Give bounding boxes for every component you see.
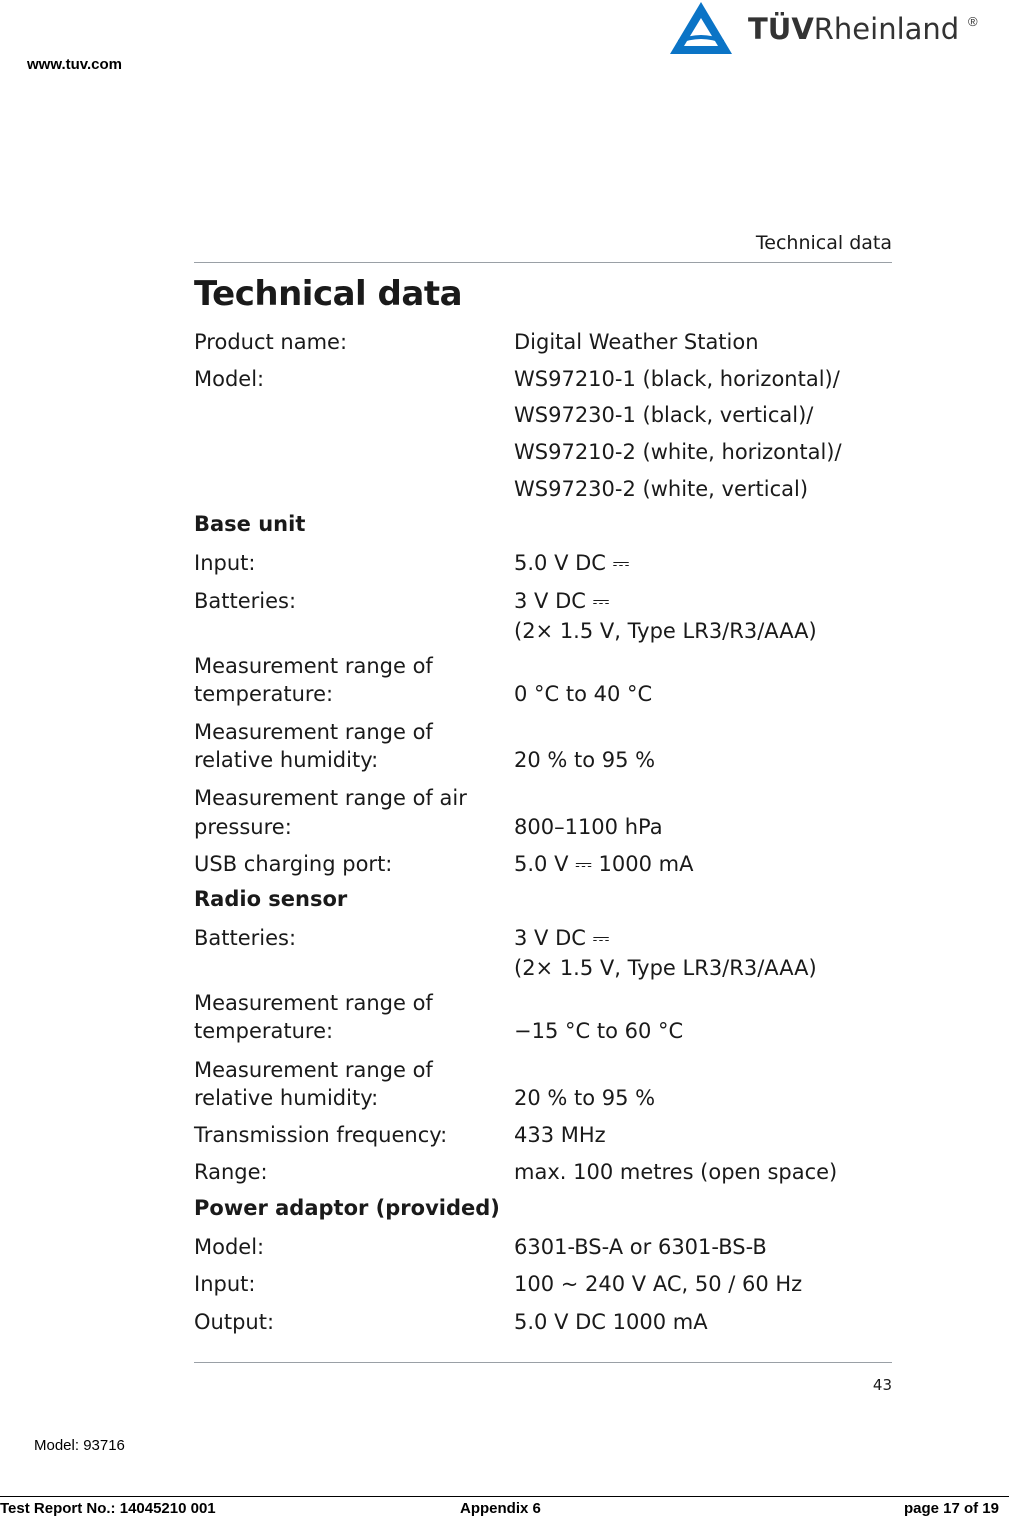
spec-value: −15 °C to 60 °C (514, 1019, 684, 1043)
page-title: Technical data (194, 274, 463, 314)
spec-value: 3 V DC ⎓ (514, 589, 610, 613)
spec-value: max. 100 metres (open space) (514, 1160, 838, 1184)
section-heading-base-unit: Base unit (194, 512, 306, 536)
embedded-manual-page (194, 226, 892, 1396)
footer-appendix: Appendix 6 (460, 1500, 541, 1517)
spec-label: Measurement range of (194, 991, 433, 1015)
spec-label: Measurement range of (194, 720, 433, 744)
spec-label: Model: (194, 1235, 265, 1259)
running-head: Technical data (755, 232, 892, 254)
triangle-logo-icon (668, 0, 734, 56)
bottom-divider (194, 1362, 892, 1363)
spec-label: Measurement range of (194, 654, 433, 678)
spec-label: Range: (194, 1160, 268, 1184)
spec-value: 5.0 V DC ⎓ (514, 551, 630, 575)
tuv-rheinland-logo (668, 0, 998, 60)
spec-value: 3 V DC ⎓ (514, 926, 610, 950)
spec-value: 100 ~ 240 V AC, 50 / 60 Hz (514, 1272, 803, 1296)
manual-page-number: 43 (872, 1376, 892, 1394)
spec-label: Batteries: (194, 926, 297, 950)
spec-label: Batteries: (194, 589, 297, 613)
spec-value: 433 MHz (514, 1123, 606, 1147)
spec-value: WS97210-1 (black, horizontal)/ (514, 367, 840, 391)
logo-text: Rheinland (813, 12, 960, 46)
spec-label: temperature: (194, 682, 334, 706)
top-divider (194, 262, 892, 263)
spec-value: Digital Weather Station (514, 330, 759, 354)
spec-label: Input: (194, 551, 256, 575)
spec-value: 6301-BS-A or 6301-BS-B (514, 1235, 767, 1259)
spec-label: Transmission frequency: (194, 1123, 448, 1147)
spec-label: Product name: (194, 330, 348, 354)
spec-value: 20 % to 95 % (514, 748, 656, 772)
spec-value: (2× 1.5 V, Type LR3/R3/AAA) (514, 619, 817, 643)
spec-label: USB charging port: (194, 852, 393, 876)
spec-value: 0 °C to 40 °C (514, 682, 653, 706)
footer-report-number: Test Report No.: 14045210 001 (0, 1500, 216, 1517)
spec-value: 20 % to 95 % (514, 1086, 656, 1110)
spec-label: pressure: (194, 815, 292, 839)
footer-page-number: page 17 of 19 (903, 1500, 999, 1517)
section-heading-radio-sensor: Radio sensor (194, 887, 348, 911)
spec-value: 5.0 V ⎓ 1000 mA (514, 852, 694, 876)
spec-label: Model: (194, 367, 265, 391)
spec-value: WS97210-2 (white, horizontal)/ (514, 440, 842, 464)
spec-label: Input: (194, 1272, 256, 1296)
spec-label: relative humidity: (194, 748, 379, 772)
spec-value: 5.0 V DC 1000 mA (514, 1310, 708, 1334)
section-heading-power-adaptor: Power adaptor (provided) (194, 1196, 500, 1220)
spec-value: WS97230-2 (white, vertical) (514, 477, 809, 501)
spec-value: WS97230-1 (black, vertical)/ (514, 403, 814, 427)
spec-value: (2× 1.5 V, Type LR3/R3/AAA) (514, 956, 817, 980)
site-url: www.tuv.com (27, 56, 123, 73)
spec-value: 800–1100 hPa (514, 815, 663, 839)
spec-label: Measurement range of air (194, 786, 467, 810)
spec-label: Measurement range of (194, 1058, 433, 1082)
footer-divider (0, 1496, 1009, 1497)
spec-label: Output: (194, 1310, 275, 1334)
logo-text-bold: TÜV (748, 12, 814, 46)
spec-label: relative humidity: (194, 1086, 379, 1110)
logo-registered-mark: ® (968, 14, 978, 29)
model-note: Model: 93716 (34, 1437, 125, 1454)
spec-label: temperature: (194, 1019, 334, 1043)
